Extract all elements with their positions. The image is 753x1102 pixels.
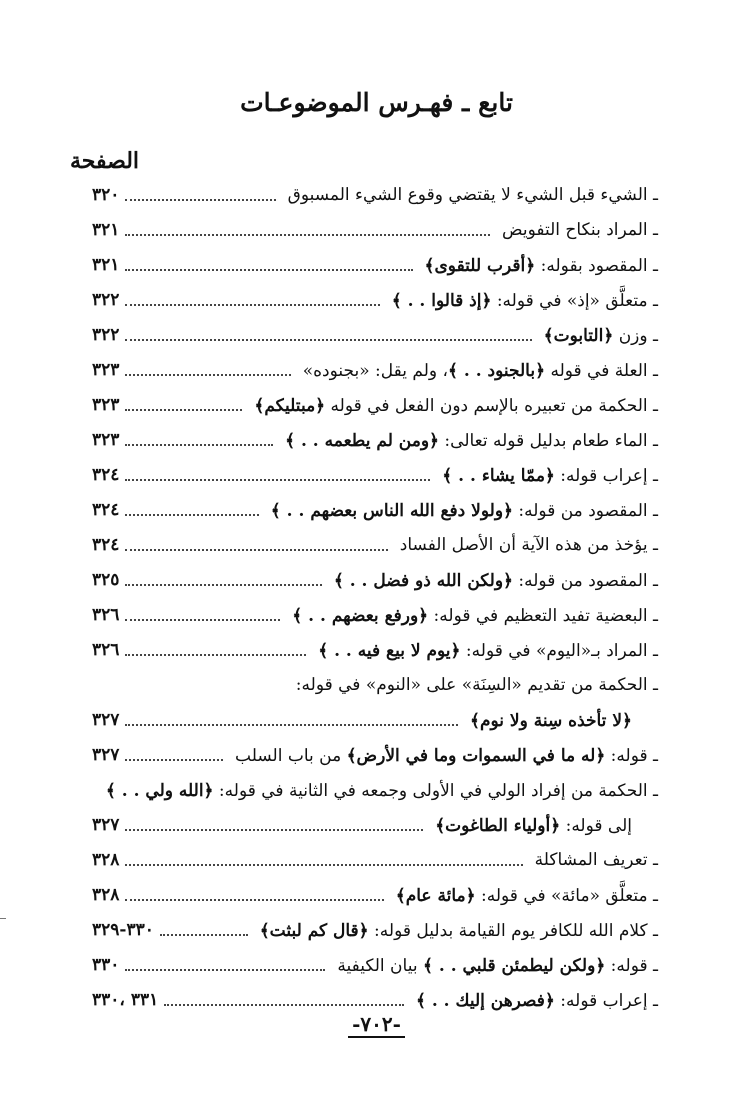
entry-page-number: ٣٢٧ <box>92 710 120 730</box>
entry-text: ـ الماء طعام بدليل قوله تعالى: ﴿ومن لم يطعمه . . ﴾ <box>285 430 658 451</box>
toc-entry <box>92 842 658 878</box>
toc-entry <box>92 282 658 318</box>
dot-leader <box>125 548 387 551</box>
toc-entry <box>92 632 658 668</box>
entry-text: ـ كلام الله للكافر يوم القيامة بدليل قوله: ﴿قال كم لبثت﴾ <box>259 920 658 941</box>
toc-entry <box>92 562 658 598</box>
dot-leader <box>125 478 430 481</box>
entry-text: ـ متعلَّق «مائة» في قوله: ﴿مائة عام﴾ <box>395 885 658 906</box>
toc-entry <box>92 247 658 283</box>
page-column-header: الصفحة <box>70 148 140 174</box>
entry-page-number: ٣٣١ ،٣٣٠ <box>92 990 159 1010</box>
toc-entry <box>92 352 658 388</box>
entry-page-number: ٣٢٦ <box>92 605 120 625</box>
entry-text: ـ وزن ﴿التابوت﴾ <box>543 325 658 346</box>
toc-entry <box>92 387 658 423</box>
dot-leader <box>125 863 522 866</box>
dot-leader <box>125 723 458 726</box>
entry-page-number: ٣٢٨ <box>92 850 120 870</box>
dot-leader <box>125 758 223 761</box>
dot-leader <box>125 373 290 376</box>
entry-page-number: ٣٢١ <box>92 220 120 240</box>
dot-leader <box>160 933 248 936</box>
entry-text: ـ البعضية تفيد التعظيم في قوله: ﴿ورفع بعضهم . . ﴾ <box>292 605 658 626</box>
entry-text: ـ الحكمة من تعبيره بالإسم دون الفعل في قوله ﴿مبتليكم﴾ <box>254 395 658 416</box>
toc-entry <box>92 212 658 248</box>
entry-page-number: ٣٢٣ <box>92 360 120 380</box>
toc-entry <box>92 772 658 808</box>
entry-text: ـ المقصود من قوله: ﴿ولولا دفع الله الناس بعضهم . . ﴾ <box>270 500 658 521</box>
entry-text: ـ يؤخذ من هذه الآية أن الأصل الفساد <box>399 535 658 555</box>
entry-page-number: ٣٢٢ <box>92 290 120 310</box>
entry-text: ـ الحكمة من تقديم «السِنَة» على «النوم» في قوله: <box>295 675 658 695</box>
page-title: تابع ـ فهـرس الموضوعـات <box>240 88 513 117</box>
entry-page-number: ٣٢٢ <box>92 325 120 345</box>
dot-leader <box>125 968 325 971</box>
entry-page-number: ٣٣٠-٣٢٩ <box>92 920 154 940</box>
entry-text: ﴿لا تأخذه سِنة ولا نوم﴾ <box>470 710 632 731</box>
margin-mark <box>0 918 6 919</box>
toc-entry <box>92 527 658 563</box>
entry-page-number: ٣٢٣ <box>92 430 120 450</box>
entry-page-number: ٣٢١ <box>92 255 120 275</box>
dot-leader <box>125 198 275 201</box>
entry-page-number: ٣٢٧ <box>92 745 120 765</box>
toc-entry <box>92 702 632 738</box>
dot-leader <box>125 898 383 901</box>
dot-leader <box>164 1003 404 1006</box>
entry-text: ـ المقصود من قوله: ﴿ولكن الله ذو فضل . . ﴾ <box>333 570 658 591</box>
toc-entry <box>92 737 658 773</box>
entry-page-number: ٣٢٥ <box>92 570 120 590</box>
entry-page-number: ٣٢٤ <box>92 465 120 485</box>
entry-page-number: ٣٢٧ <box>92 815 120 835</box>
entry-text: ـ إعراب قوله: ﴿ممّا يشاء . . ﴾ <box>442 465 658 486</box>
entry-text: ـ قوله: ﴿له ما في السموات وما في الأرض﴾ من باب السلب <box>235 745 658 766</box>
entry-text: ـ المقصود بقوله: ﴿أقرب للتقوى﴾ <box>424 255 658 276</box>
entry-text: ـ قوله: ﴿ولكن ليطمئن قلبي . . ﴾ بيان الكيفية <box>337 955 658 976</box>
toc-entry <box>92 422 658 458</box>
dot-leader <box>125 583 321 586</box>
dot-leader <box>125 618 280 621</box>
entry-text: إلى قوله: ﴿أولياء الطاغوت﴾ <box>435 815 632 836</box>
toc-entry <box>92 457 658 493</box>
dot-leader <box>125 233 490 236</box>
dot-leader <box>125 653 306 656</box>
toc-entry <box>92 912 658 948</box>
dot-leader <box>125 303 379 306</box>
entry-text: ـ الحكمة من إفراد الولي في الأولى وجمعه في الثانية في قوله: ﴿الله ولي . . ﴾ <box>105 780 658 801</box>
toc-entry <box>92 807 632 843</box>
entry-text: ـ الشيء قبل الشيء لا يقتضي وقوع الشيء المسبوق <box>287 185 658 205</box>
toc-entry <box>92 597 658 633</box>
entry-text: ـ إعراب قوله: ﴿فصرهن إليك . . ﴾ <box>415 990 658 1011</box>
dot-leader <box>125 443 273 446</box>
toc-entry <box>92 667 658 703</box>
toc-entry <box>92 317 658 353</box>
dot-leader <box>125 828 423 831</box>
page-number-footer: -٧٠٢- <box>0 1012 753 1036</box>
dot-leader <box>125 268 412 271</box>
toc-entry <box>92 877 658 913</box>
entry-text: ـ المراد بـ«اليوم» في قوله: ﴿يوم لا بيع فيه . . ﴾ <box>318 640 658 661</box>
entry-page-number: ٣٢٤ <box>92 500 120 520</box>
toc-entry <box>92 177 658 213</box>
dot-leader <box>125 338 531 341</box>
entry-text: ـ تعريف المشاكلة <box>534 850 658 870</box>
entry-text: ـ المراد بنكاح التفويض <box>502 220 658 240</box>
dot-leader <box>125 513 258 516</box>
entry-page-number: ٣٣٠ <box>92 955 120 975</box>
entry-page-number: ٣٢٠ <box>92 185 120 205</box>
entry-page-number: ٣٢٨ <box>92 885 120 905</box>
entry-page-number: ٣٢٦ <box>92 640 120 660</box>
entry-page-number: ٣٢٤ <box>92 535 120 555</box>
toc-entry <box>92 947 658 983</box>
toc-entry <box>92 492 658 528</box>
dot-leader <box>125 408 242 411</box>
entry-page-number: ٣٢٣ <box>92 395 120 415</box>
entry-text: ـ متعلَّق «إذ» في قوله: ﴿إذ قالوا . . ﴾ <box>391 290 658 311</box>
entry-text: ـ العلة في قوله ﴿بالجنود . . ﴾، ولم يقل: «بجنوده» <box>302 360 658 381</box>
